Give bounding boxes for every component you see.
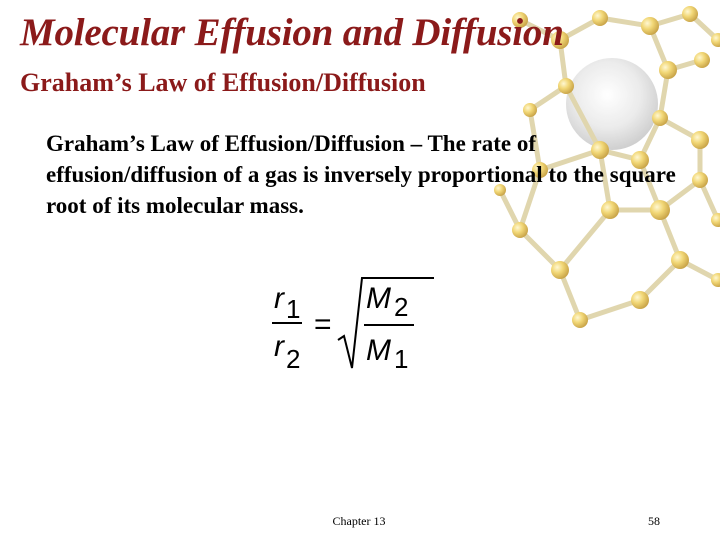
law-definition-text: Graham’s Law of Effusion/Diffusion – The rate of effusion/diffusion of a gas is inversely proportional to the square root of its molecular mass. [46, 131, 676, 218]
grahams-law-formula [266, 270, 436, 380]
equals-sign: = [314, 308, 332, 341]
m1-subscript: 1 [394, 344, 409, 374]
r1-subscript: 1 [286, 294, 301, 324]
page-number: 58 [648, 514, 660, 528]
m1-symbol: M [366, 334, 391, 367]
m2-subscript: 2 [394, 292, 409, 322]
m2-symbol: M [366, 282, 391, 315]
footer-chapter: Chapter 13 [332, 514, 386, 528]
slide-title: Molecular Effusion and Diffusion [20, 11, 564, 54]
r2-subscript: 2 [286, 344, 301, 374]
r1-symbol: r [274, 282, 284, 315]
r2-symbol: r [274, 330, 284, 363]
slide-subtitle: Graham’s Law of Effusion/Diffusion [20, 68, 426, 97]
